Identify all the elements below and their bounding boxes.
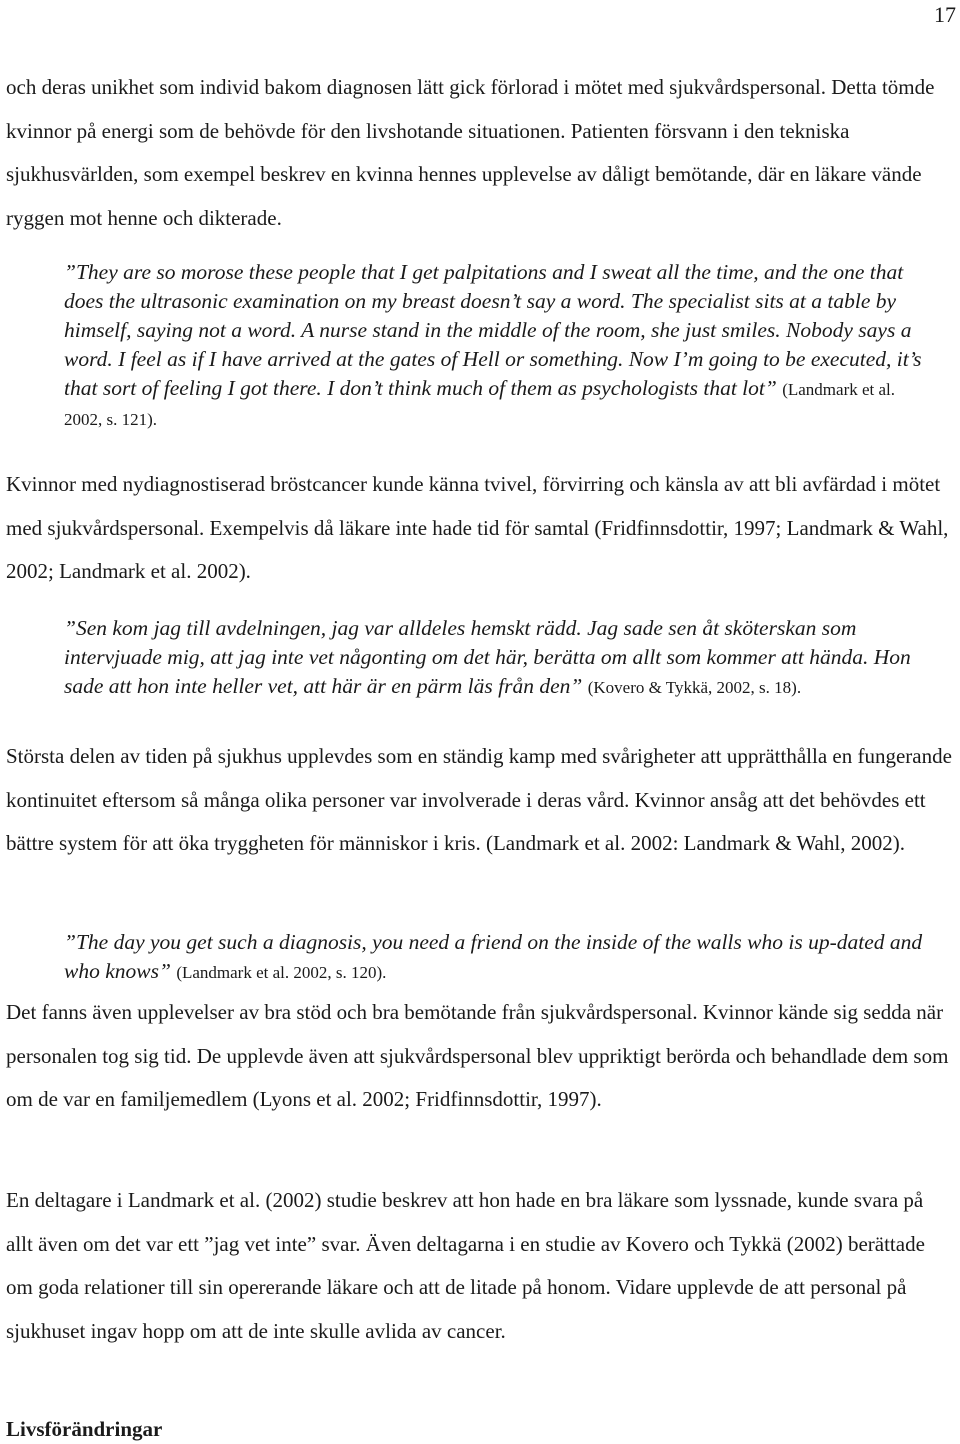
block-quote-3 — [64, 928, 930, 987]
paragraph-4: Det fanns även upplevelser av bra stöd och bra bemötande från sjukvårdspersonal. Kvinnor kände sig sedda när personalen tog sig tid. De upplevde även att sjukvårdspersonal blev uppriktigt berörda och behandlade dem som om de var en familjemedlem (Lyons et al. 2002; Fridfinnsdottir, 1997). — [6, 1000, 949, 1111]
quote-2-citation: (Kovero & Tykkä, 2002, s. 18). — [587, 678, 802, 697]
quote-3-text: ”The day you get such a diagnosis, you need a friend on the inside of the walls who is up-dated and who knows” — [64, 930, 923, 983]
quote-2-text: ”Sen kom jag till avdelningen, jag var alldeles hemskt rädd. Jag sade sen åt sköterskan som intervjuade mig, att jag inte vet någonting om det här, berätta om allt som kommer att hända. Hon sade att hon inte heller vet, att här är en pärm läs från den” — [64, 616, 911, 698]
quote-3-citation: (Landmark et al. 2002, s. 120). — [176, 963, 387, 982]
section-heading: Livsförändringar — [6, 1417, 163, 1441]
quote-1-citation: (Landmark et al. 2002, s. 121). — [64, 380, 896, 429]
block-quote-1 — [64, 258, 930, 434]
paragraph-2: Kvinnor med nydiagnostiserad bröstcancer kunde känna tvivel, förvirring och känsla av att bli avfärdad i mötet med sjukvårdspersonal. Exempelvis då läkare inte hade tid för samtal (Fridfinnsdottir, 1997; Landmark & Wahl, 2002; Landmark et al. 2002). — [6, 472, 949, 583]
paragraph-1: och deras unikhet som individ bakom diagnosen lätt gick förlorad i mötet med sjukvårdspersonal. Detta tömde kvinnor på energi som de behövde för den livshotande situationen. Patienten försvann i den tekniska sjukhusvärlden, som exempel beskrev en kvinna hennes upplevelse av dåligt bemötande, där en läkare vände ryggen mot henne och dikterade. — [6, 75, 935, 230]
block-quote-2 — [64, 614, 930, 702]
paragraph-3: Största delen av tiden på sjukhus upplevdes som en ständig kamp med svårigheter att upprätthålla en fungerande kontinuitet eftersom så många olika personer var involverade i deras vård. Kvinnor ansåg att det behövdes ett bättre system för att öka tryggheten för människor i kris. (Landmark et al. 2002: Landmark & Wahl, 2002). — [6, 744, 952, 855]
page-number: 17 — [934, 2, 956, 27]
quote-1-text: ”They are so morose these people that I get palpitations and I sweat all the time, and the one that does the ultrasonic examination on my breast doesn’t say a word. The specialist sits at a table by himself, saying not a word. A nurse stand in the middle of the room, she just smiles. Nobody says a word. I feel as if I have arrived at the gates of Hell or something. Now I’m going to be executed, it’s that sort of feeling I got there. I don’t think much of them as psychologists that lot” — [64, 260, 922, 400]
paragraph-5: En deltagare i Landmark et al. (2002) studie beskrev att hon hade en bra läkare som lyssnade, kunde svara på allt även om det var ett ”jag vet inte” svar. Även deltagarna i en studie av Kovero och Tykkä (2002) berättade om goda relationer till sin opererande läkare och att de litade på honom. Vidare upplevde de att personal på sjukhuset ingav hopp om att de inte skulle avlida av cancer. — [6, 1188, 925, 1343]
